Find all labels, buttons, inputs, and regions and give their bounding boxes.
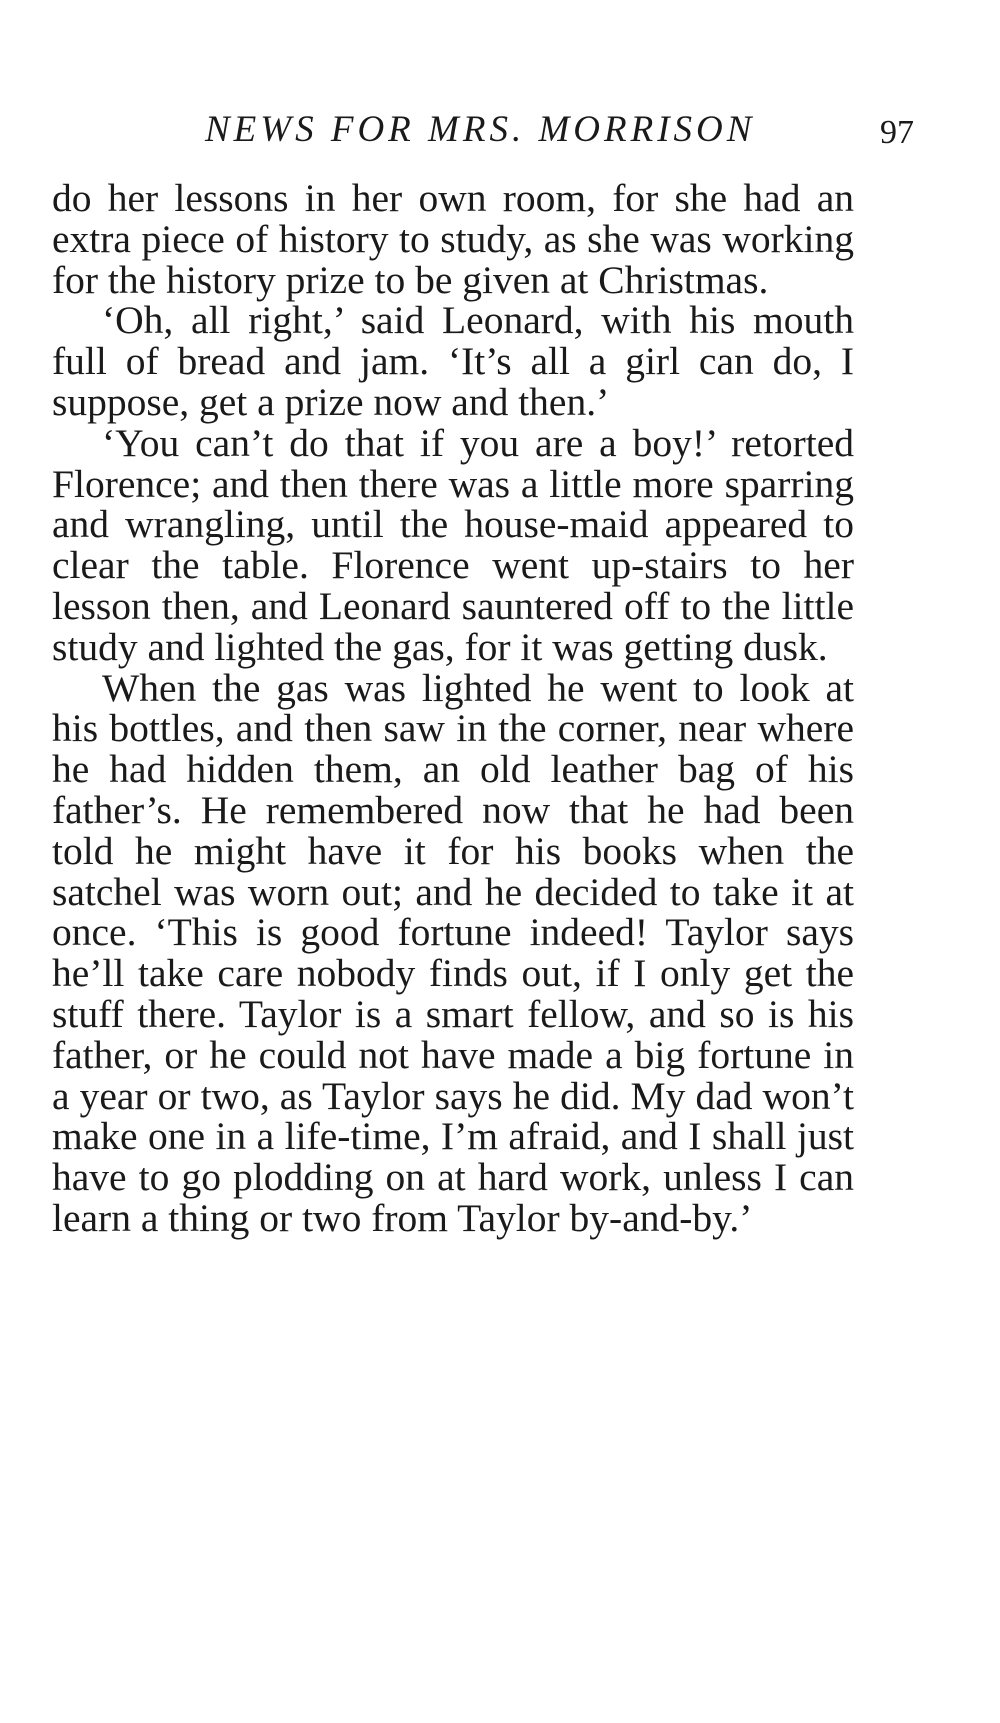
paragraph: When the gas was lighted he went to look at his bottles, and then saw in the corner, near where he had hidden them, an old leather bag of his father’s. He remembered now that he had been told he might have it for his books when the satchel was worn out; and he decided to take it at once. ‘This is good fortune indeed! Taylor says he’ll take care nobody finds out, if I only get the stuff there. Taylor is a smart fellow, and so is his father, or he could not have made a big fortune in a year or two, as Taylor says he did. My dad won’t make one in a life-time, I’m afraid, and I shall just have to go plodding on at hard work, unless I can learn a thing or two from Taylor by-and-by.’: [52, 665, 854, 1240]
paragraph-continued: do her lessons in her own room, for she had an extra piece of history to study, as she was working for the history prize to be given at Christmas.: [52, 176, 854, 302]
paragraph: ‘You can’t do that if you are a boy!’ retorted Florence; and then there was a little more sparring and wrangling, until the house-maid appeared to clear the table. Florence went up-stairs to her lesson then, and Leonard sauntered off to the little study and lighted the gas, for it was getting dusk.: [52, 420, 854, 669]
paragraph: ‘Oh, all right,’ said Leonard, with his mouth full of bread and jam. ‘It’s all a girl can do, I suppose, get a prize now and then.’: [52, 298, 854, 424]
page-number: 97: [880, 114, 914, 151]
running-head: [0, 100, 1000, 160]
body-text: [52, 178, 854, 1239]
running-title: NEWS FOR MRS. MORRISON: [205, 109, 756, 150]
